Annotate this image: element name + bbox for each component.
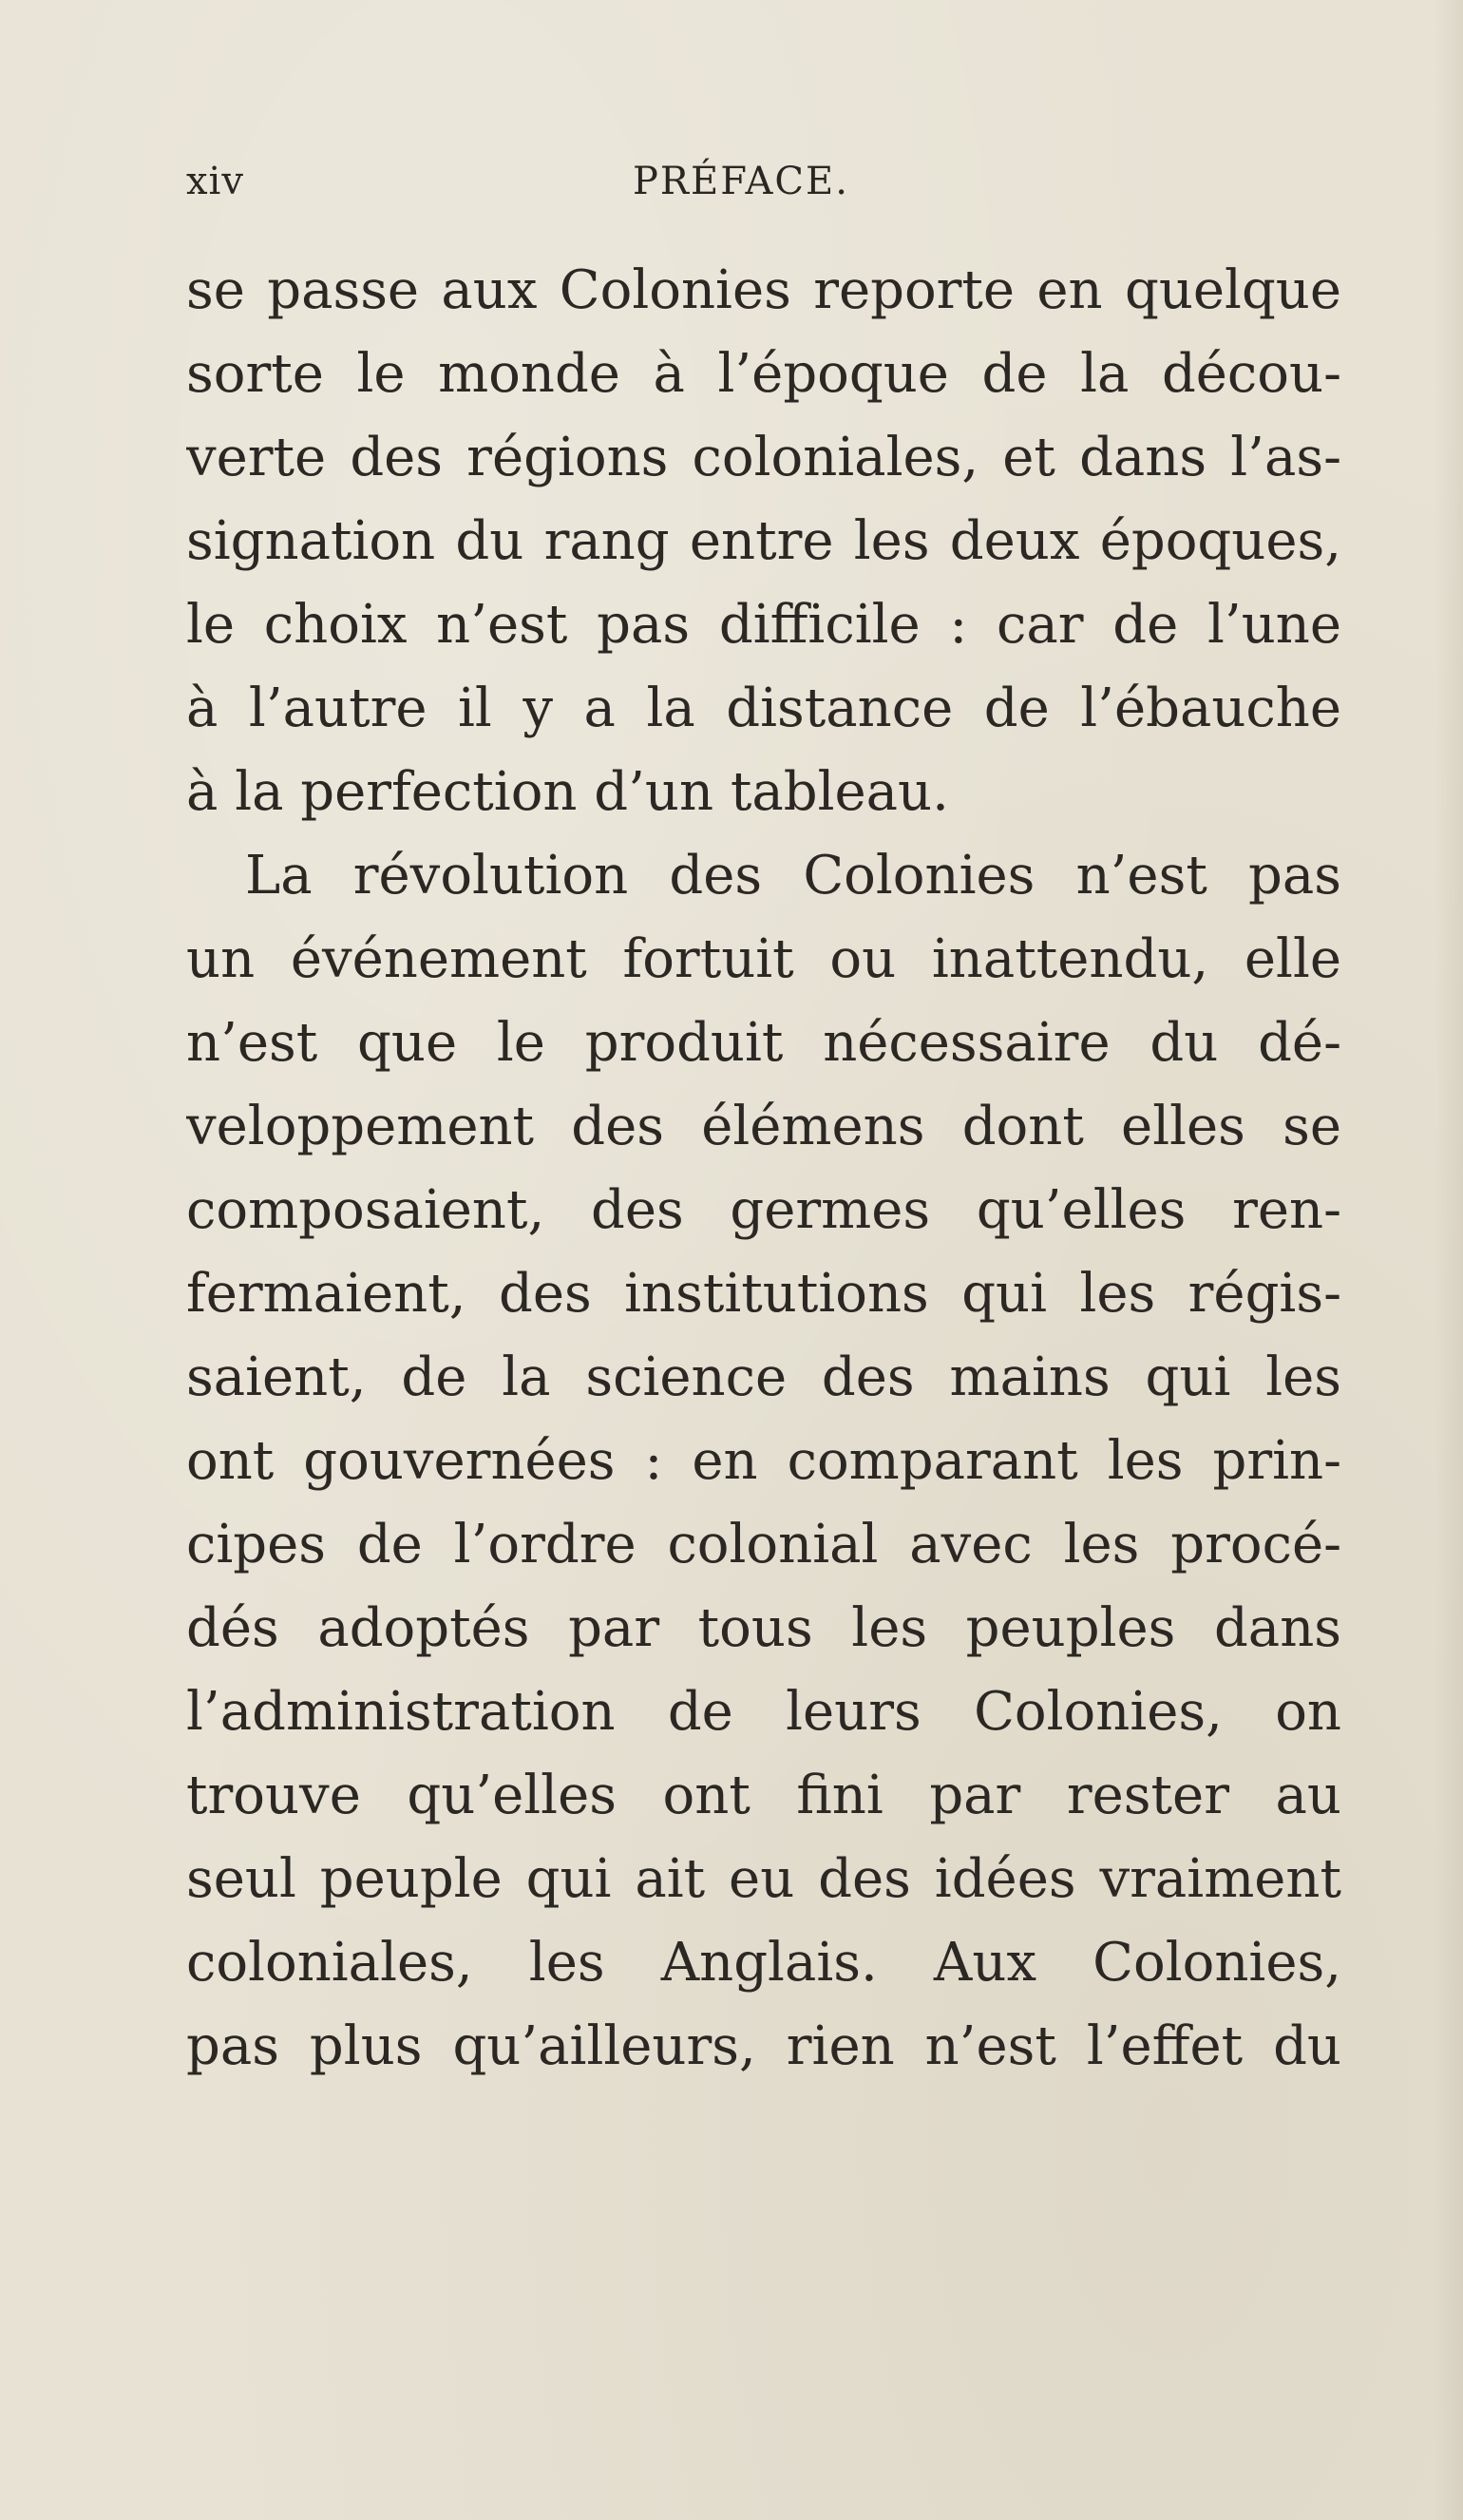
text-line: trouve qu’elles ont fini par rester au (186, 1765, 1341, 1826)
text-line: fermaient, des institutions qui les régis- (186, 1263, 1341, 1325)
text-line: se passe aux Colonies reporte en quelque (186, 259, 1341, 321)
text-line: un événement fortuit ou inattendu, elle (186, 928, 1341, 990)
page-edge-shadow (1434, 0, 1463, 2520)
text-line: pas plus qu’ailleurs, rien n’est l’effet du (186, 2015, 1341, 2077)
text-line: l’administration de leurs Colonies, on (186, 1681, 1341, 1743)
text-line: à la perfection d’un tableau. (186, 761, 949, 823)
text-line: seul peuple qui ait eu des idées vraiment (186, 1848, 1341, 1910)
text-line: coloniales, les Anglais. Aux Colonies, (186, 1932, 1341, 1994)
text-line: ont gouvernées : en comparant les prin- (186, 1430, 1341, 1492)
text-line: La révolution des Colonies n’est pas (245, 845, 1341, 907)
text-line: signation du rang entre les deux époques, (186, 510, 1341, 572)
text-line: saient, de la science des mains qui les (186, 1346, 1341, 1408)
running-title: PRÉFACE. (633, 160, 849, 203)
text-line: veloppement des élémens dont elles se (186, 1096, 1341, 1157)
body-text (186, 249, 1341, 2089)
page-number: xiv (186, 160, 244, 203)
text-line: sorte le monde à l’époque de la décou- (186, 343, 1341, 405)
text-line: cipes de l’ordre colonial avec les procé- (186, 1514, 1341, 1575)
text-line: le choix n’est pas difficile : car de l’une (186, 594, 1341, 656)
text-line: verte des régions coloniales, et dans l’as- (186, 427, 1341, 488)
text-line: n’est que le produit nécessaire du dé- (186, 1012, 1341, 1074)
text-line: à l’autre il y a la distance de l’ébauche (186, 678, 1341, 739)
text-line: composaient, des germes qu’elles ren- (186, 1179, 1341, 1241)
page-header (186, 160, 1336, 217)
text-line: dés adoptés par tous les peuples dans (186, 1597, 1341, 1659)
